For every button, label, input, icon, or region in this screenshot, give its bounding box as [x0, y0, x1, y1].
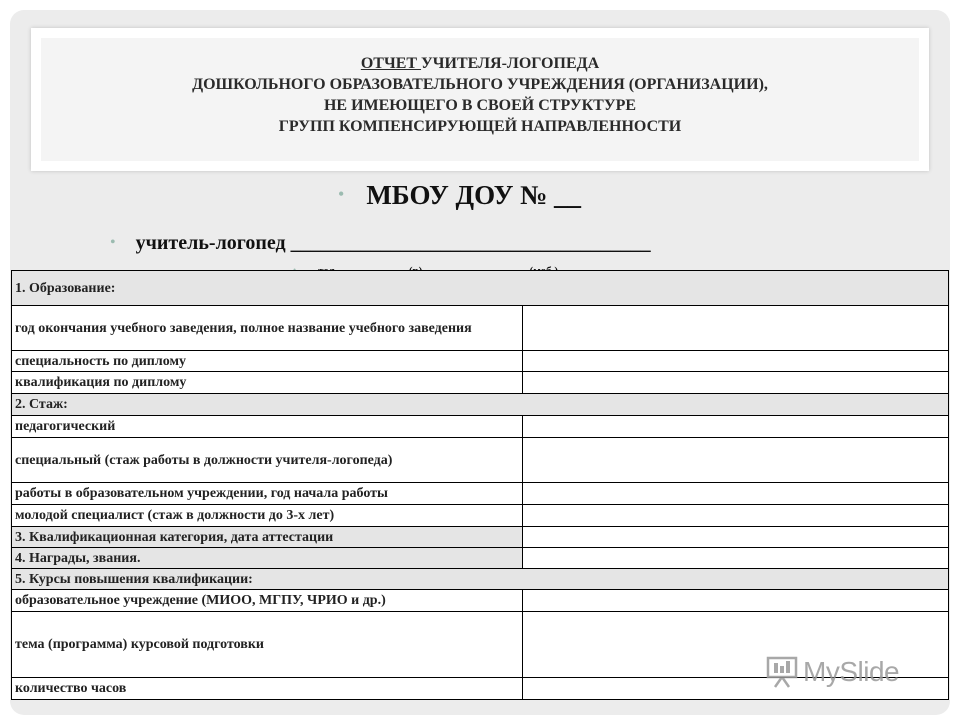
table-row: [12, 527, 949, 548]
bullet-teacher: [110, 232, 651, 255]
table-row: [12, 505, 949, 527]
value-cell[interactable]: [523, 527, 949, 548]
title-underlined-word: ОТЧЕТ: [360, 55, 422, 72]
report-form-table: [11, 270, 949, 700]
title-line-1: [41, 53, 919, 74]
value-cell[interactable]: [523, 306, 949, 351]
school-name: МБОУ ДОУ № __: [366, 180, 582, 210]
presentation-board-icon: [765, 655, 799, 689]
table-row: [12, 548, 949, 569]
section-heading: 2. Стаж:: [12, 394, 949, 416]
row-label: педагогический: [12, 416, 523, 438]
row-label: количество часов: [12, 678, 523, 700]
table-row: [12, 271, 949, 306]
value-cell[interactable]: [523, 351, 949, 372]
watermark-logo: [765, 655, 899, 689]
title-line-1-rest: УЧИТЕЛЯ-ЛОГОПЕДА: [421, 55, 600, 72]
row-label: квалификация по диплому: [12, 372, 523, 394]
value-cell[interactable]: [523, 438, 949, 483]
value-cell[interactable]: [523, 483, 949, 505]
bullet-school: [338, 180, 581, 211]
table-row: [12, 416, 949, 438]
teacher-line: учитель-логопед ____________________________________: [135, 232, 651, 254]
row-label: молодой специалист (стаж в должности до 3-х лет): [12, 505, 523, 527]
bullet-marker: •: [110, 234, 116, 251]
section-heading: 5. Курсы повышения квалификации:: [12, 569, 949, 590]
value-cell[interactable]: [523, 548, 949, 569]
table-row: [12, 372, 949, 394]
row-label: 4. Награды, звания.: [12, 548, 523, 569]
title-box: [31, 28, 929, 171]
row-label: образовательное учреждение (МИОО, МГПУ, ЧРИО и др.): [12, 590, 523, 612]
table-row: [12, 351, 949, 372]
table-row: [12, 569, 949, 590]
row-label: год окончания учебного заведения, полное название учебного заведения: [12, 306, 523, 351]
table-row: [12, 438, 949, 483]
bullet-marker: •: [338, 184, 345, 204]
watermark-text: MySlide: [803, 656, 900, 687]
value-cell[interactable]: [523, 416, 949, 438]
row-label: специальный (стаж работы в должности учителя-логопеда): [12, 438, 523, 483]
row-label: 3. Квалификационная категория, дата аттестации: [12, 527, 523, 548]
value-cell[interactable]: [523, 372, 949, 394]
title-line-2: ДОШКОЛЬНОГО ОБРАЗОВАТЕЛЬНОГО УЧРЕЖДЕНИЯ (ОРГАНИЗАЦИИ),: [192, 76, 768, 93]
table-row: [12, 306, 949, 351]
section-heading: 1. Образование:: [12, 271, 949, 306]
title-line-3: НЕ ИМЕЮЩЕГО В СВОЕЙ СТРУКТУРЕ: [323, 97, 637, 114]
row-label: тема (программа) курсовой подготовки: [12, 612, 523, 678]
report-title: [41, 38, 919, 161]
row-label: работы в образовательном учреждении, год начала работы: [12, 483, 523, 505]
table-row: [12, 590, 949, 612]
table-row: [12, 394, 949, 416]
table-row: [12, 483, 949, 505]
title-line-4: ГРУПП КОМПЕНСИРУЮЩЕЙ НАПРАВЛЕННОСТИ: [278, 118, 682, 135]
value-cell[interactable]: [523, 590, 949, 612]
row-label: специальность по диплому: [12, 351, 523, 372]
value-cell[interactable]: [523, 505, 949, 527]
